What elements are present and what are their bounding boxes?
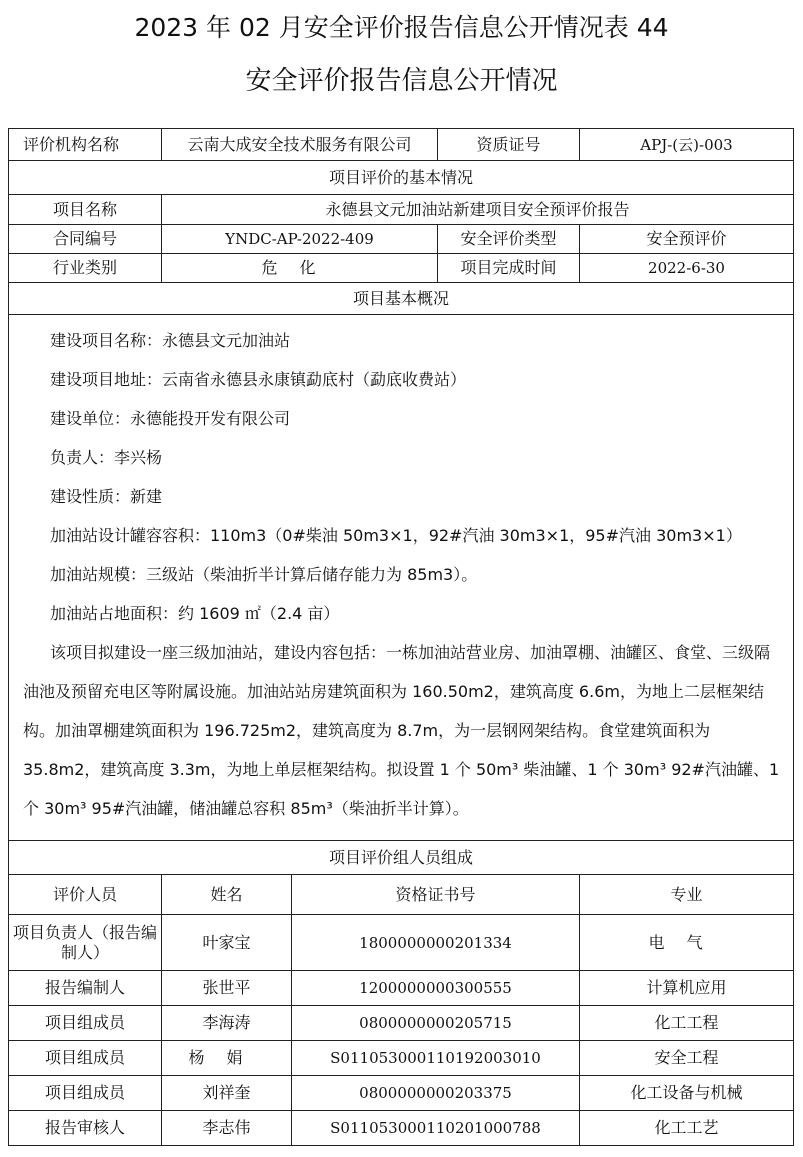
overview-line: 建设项目地址：云南省永德县永康镇勐底村（勐底收费站） bbox=[50, 370, 467, 389]
type-label: 安全评价类型 bbox=[438, 225, 580, 254]
member-cert: S011053000110201000788 bbox=[292, 1111, 580, 1146]
member-major: 电气 bbox=[580, 915, 794, 971]
document-subtitle: 安全评价报告信息公开情况 bbox=[245, 66, 558, 96]
col-role-header: 评价人员 bbox=[9, 875, 162, 915]
industry-value: 危化 bbox=[162, 254, 438, 283]
org-label: 评价机构名称 bbox=[9, 129, 162, 161]
member-name: 张世平 bbox=[162, 971, 292, 1006]
member-role: 项目组成员 bbox=[9, 1041, 162, 1076]
document-title: 2023 年 02 月安全评价报告信息公开情况表 44 bbox=[134, 13, 669, 42]
overview-line: 建设项目名称：永德县文元加油站 bbox=[50, 331, 291, 350]
contract-number: YNDC-AP-2022-409 bbox=[162, 225, 438, 254]
overview-line: 负责人：李兴杨 bbox=[50, 448, 163, 467]
overview-line: 建设性质：新建 bbox=[50, 487, 163, 506]
member-cert: 1200000000300555 bbox=[292, 971, 580, 1006]
table-row bbox=[9, 915, 794, 971]
org-value: 云南大成安全技术服务有限公司 bbox=[162, 129, 438, 161]
type-value: 安全预评价 bbox=[580, 225, 794, 254]
table-row bbox=[9, 971, 794, 1006]
member-cert: 0800000000205715 bbox=[292, 1006, 580, 1041]
overview-line: 建设单位：永德能投开发有限公司 bbox=[50, 409, 291, 428]
col-name-header: 姓名 bbox=[162, 875, 292, 915]
member-role: 项目负责人（报告编制人） bbox=[9, 915, 162, 971]
member-role: 报告编制人 bbox=[9, 971, 162, 1006]
project-name-label: 项目名称 bbox=[9, 195, 162, 225]
overview-line: 加油站设计罐容容积：110m3（0#柴油 50m3×1，92#汽油 30m3×1，95#汽油 30m3×1） bbox=[50, 526, 742, 545]
industry-label: 行业类别 bbox=[9, 254, 162, 283]
member-name: 李志伟 bbox=[162, 1111, 292, 1146]
member-major: 计算机应用 bbox=[580, 971, 794, 1006]
table-row bbox=[9, 1076, 794, 1111]
member-cert: 1800000000201334 bbox=[292, 915, 580, 971]
cert-label: 资质证号 bbox=[438, 129, 580, 161]
table-row bbox=[9, 1111, 794, 1146]
basic-section-header: 项目评价的基本情况 bbox=[9, 161, 794, 195]
overview-line: 加油站占地面积：约 1609 ㎡（2.4 亩） bbox=[50, 604, 340, 623]
project-name-value: 永德县文元加油站新建项目安全预评价报告 bbox=[162, 195, 794, 225]
member-major: 安全工程 bbox=[580, 1041, 794, 1076]
member-name: 李海涛 bbox=[162, 1006, 292, 1041]
finish-label: 项目完成时间 bbox=[438, 254, 580, 283]
col-major-header: 专业 bbox=[580, 875, 794, 915]
member-major: 化工设备与机械 bbox=[580, 1076, 794, 1111]
member-name: 叶家宝 bbox=[162, 915, 292, 971]
member-major: 化工工程 bbox=[580, 1006, 794, 1041]
member-cert: S011053000110192003010 bbox=[292, 1041, 580, 1076]
cert-value: APJ-(云)-003 bbox=[580, 129, 794, 161]
overview-content bbox=[9, 315, 794, 841]
table-row bbox=[9, 1041, 794, 1076]
overview-paragraph: 该项目拟建设一座三级加油站，建设内容包括：一栋加油站营业房、加油罩棚、油罐区、食堂、三级隔油池及预留充电区等附属设施。加油站站房建筑面积为 160.50m2，建筑高度 6.6m，为地上二层框架结构。加油罩棚建筑面积为 196.725m2，建筑高度为 8.7m，为一层钢网架结构。食堂建筑面积为 35.8m2，建筑高度 3.3m，为地上单层框架结构。拟设置 1 个 50m³ 柴油罐、1 个 30m³ 92#汽油罐、1 个 30m³ 95#汽油罐，储油罐总容积 85m³（柴油折半计算）。 bbox=[23, 643, 780, 818]
member-cert: 0800000000203375 bbox=[292, 1076, 580, 1111]
col-cert-header: 资格证书号 bbox=[292, 875, 580, 915]
overview-line: 加油站规模：三级站（柴油折半计算后储存能力为 85m3）。 bbox=[50, 565, 478, 584]
member-name: 杨娟 bbox=[162, 1041, 292, 1076]
member-role: 项目组成员 bbox=[9, 1076, 162, 1111]
disclosure-table bbox=[8, 128, 794, 1146]
overview-section-header: 项目基本概况 bbox=[9, 283, 794, 315]
member-major: 化工工艺 bbox=[580, 1111, 794, 1146]
finish-date: 2022-6-30 bbox=[580, 254, 794, 283]
contract-label: 合同编号 bbox=[9, 225, 162, 254]
team-section-header: 项目评价组人员组成 bbox=[9, 841, 794, 875]
member-role: 报告审核人 bbox=[9, 1111, 162, 1146]
member-role: 项目组成员 bbox=[9, 1006, 162, 1041]
table-row bbox=[9, 1006, 794, 1041]
member-name: 刘祥奎 bbox=[162, 1076, 292, 1111]
